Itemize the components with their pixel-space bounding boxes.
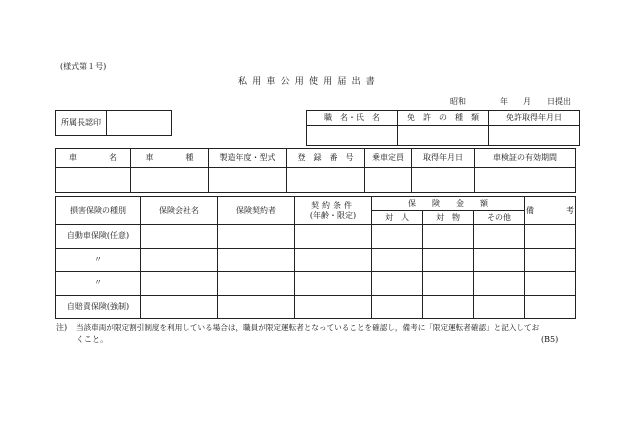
approval-stamp-cell [107, 111, 172, 136]
header-insurance-type: 損害保険の種別 [56, 197, 141, 225]
cell-acquired-date [412, 168, 475, 193]
row-label-voluntary: 自動車保険(任意) [56, 225, 141, 249]
header-vehicle-type: 車 種 [131, 149, 209, 168]
cell-registration-number [287, 168, 365, 193]
header-name: 職 名・氏 名 [307, 111, 398, 126]
date-year: 年 [500, 97, 508, 106]
cell-vehicle-type [131, 168, 209, 193]
header-license-type: 免 許 の 種 類 [398, 111, 489, 126]
note-prefix: 注) [56, 323, 68, 332]
header-capacity: 乗車定員 [365, 149, 412, 168]
header-acquired-date: 取得年月日 [412, 149, 475, 168]
header-model-year: 製造年度・型式 [209, 149, 287, 168]
note-line-1: 当該車両が限定割引制度を利用している場合は，職員が限定運転者となっていることを確認し，備考に「限定運転者確認」と記入してお [76, 323, 540, 332]
table-row [56, 225, 576, 249]
date-era: 昭和 [450, 97, 466, 106]
header-amount-other: その他 [474, 211, 525, 225]
cell-license-type [398, 126, 489, 146]
form-title: 私用車公用使用届出書 [238, 77, 381, 87]
header-conditions [295, 197, 372, 225]
header-remarks: 備 考 [525, 197, 576, 225]
cell-name [307, 126, 398, 146]
header-insurance-amount: 保 険 金 額 [372, 197, 525, 211]
vehicle-table [55, 148, 576, 193]
header-amount-property: 対 物 [423, 211, 474, 225]
row-label-compulsory: 自賠責保険(強制) [56, 295, 141, 319]
date-day-submitted: 日提出 [547, 97, 571, 106]
cell-license-date [489, 126, 580, 146]
approval-label: 所属長認印 [56, 111, 107, 136]
table-row [56, 248, 576, 272]
header-insurance-company: 保険会社名 [141, 197, 218, 225]
header-registration-number: 登 録 番 号 [287, 149, 365, 168]
date-month: 月 [523, 97, 531, 106]
form-number: (様式第１号) [60, 62, 107, 71]
header-contractor: 保険契約者 [218, 197, 295, 225]
conditions-label: 契約条件 [311, 200, 355, 210]
paper-size: (B5) [541, 335, 559, 344]
conditions-sublabel: (年齢・限定) [309, 210, 357, 220]
applicant-table [306, 110, 580, 146]
table-row [56, 295, 576, 319]
cell-model-year [209, 168, 287, 193]
row-label-ditto-1: 〃 [56, 248, 141, 272]
header-vehicle-name: 車 名 [56, 149, 131, 168]
header-inspection-period: 車検証の有効期間 [475, 149, 576, 168]
row-label-ditto-2: 〃 [56, 272, 141, 296]
note-line-2: くこと。 [76, 335, 108, 344]
header-amount-person: 対 人 [372, 211, 423, 225]
cell-vehicle-name [56, 168, 131, 193]
table-row [56, 272, 576, 296]
approval-box [55, 110, 172, 136]
header-license-date: 免許取得年月日 [489, 111, 580, 126]
insurance-table [55, 196, 576, 319]
cell-capacity [365, 168, 412, 193]
cell-inspection-period [475, 168, 576, 193]
